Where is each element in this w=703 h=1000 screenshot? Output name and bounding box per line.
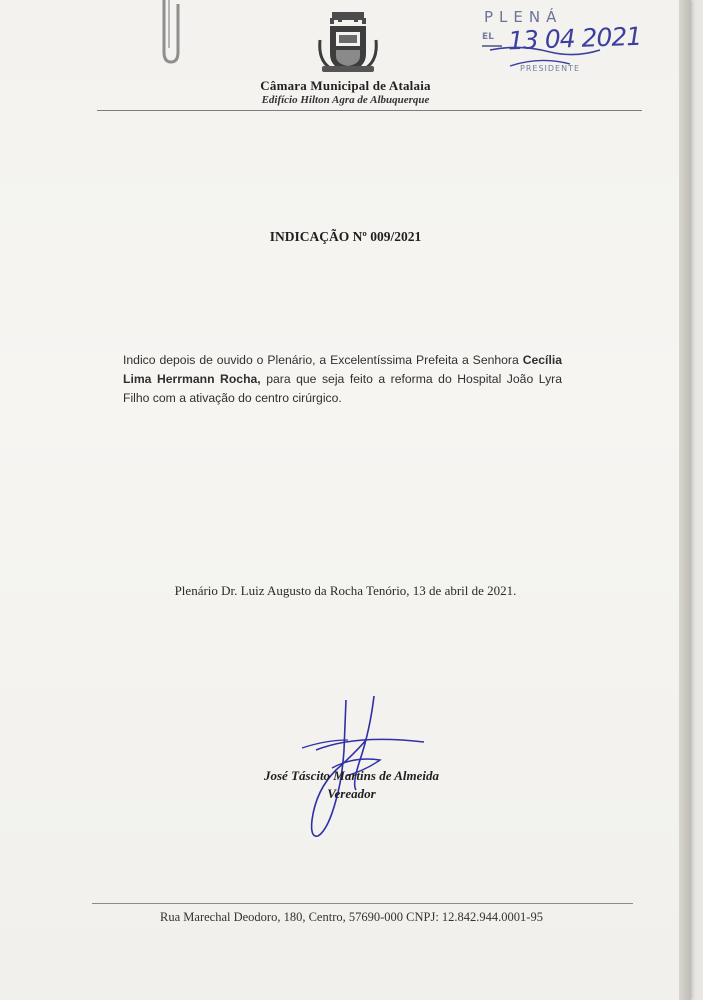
footer-divider [92,903,633,904]
municipal-crest-icon [316,10,380,76]
body-text-recipient: Cecília Lima Herrmann Rocha, [123,353,562,386]
paper-clip-icon [156,0,186,66]
stamp-prefix: EL [482,32,494,42]
document-body [123,351,562,408]
stamp-label: PLENÁ [484,8,563,26]
footer-address: Rua Marechal Deodoro, 180, Centro, 57690-000 CNPJ: 12.842.944.0001-95 [160,910,543,924]
page-edge-shadow [679,0,691,1000]
protocol-stamp [480,6,660,86]
handwritten-signature-icon [296,690,436,840]
stamp-date: 13 04 2021 [507,21,642,56]
institution-name: Câmara Municipal de Atalaia [260,78,431,93]
signer-name: José Táscito Martins de Almeida [263,768,440,783]
signer-role: Vereador [327,786,376,801]
building-name: Edifício Hilton Agra de Albuquerque [261,94,430,106]
body-text-part2: para que seja feito a reforma do Hospital João Lyra Filho com a ativação do centro cirúrgico. [123,372,562,405]
document-title: INDICAÇÃO Nº 009/2021 [269,229,422,244]
body-text-part1: Indico depois de ouvido o Plenário, a Excelentíssima Prefeita a Senhora [123,353,523,367]
stamp-sign-label: PRESIDENTE [520,64,581,73]
header-divider [97,110,642,111]
place-and-date: Plenário Dr. Luiz Augusto da Rocha Tenório, 13 de abril de 2021. [174,583,517,598]
